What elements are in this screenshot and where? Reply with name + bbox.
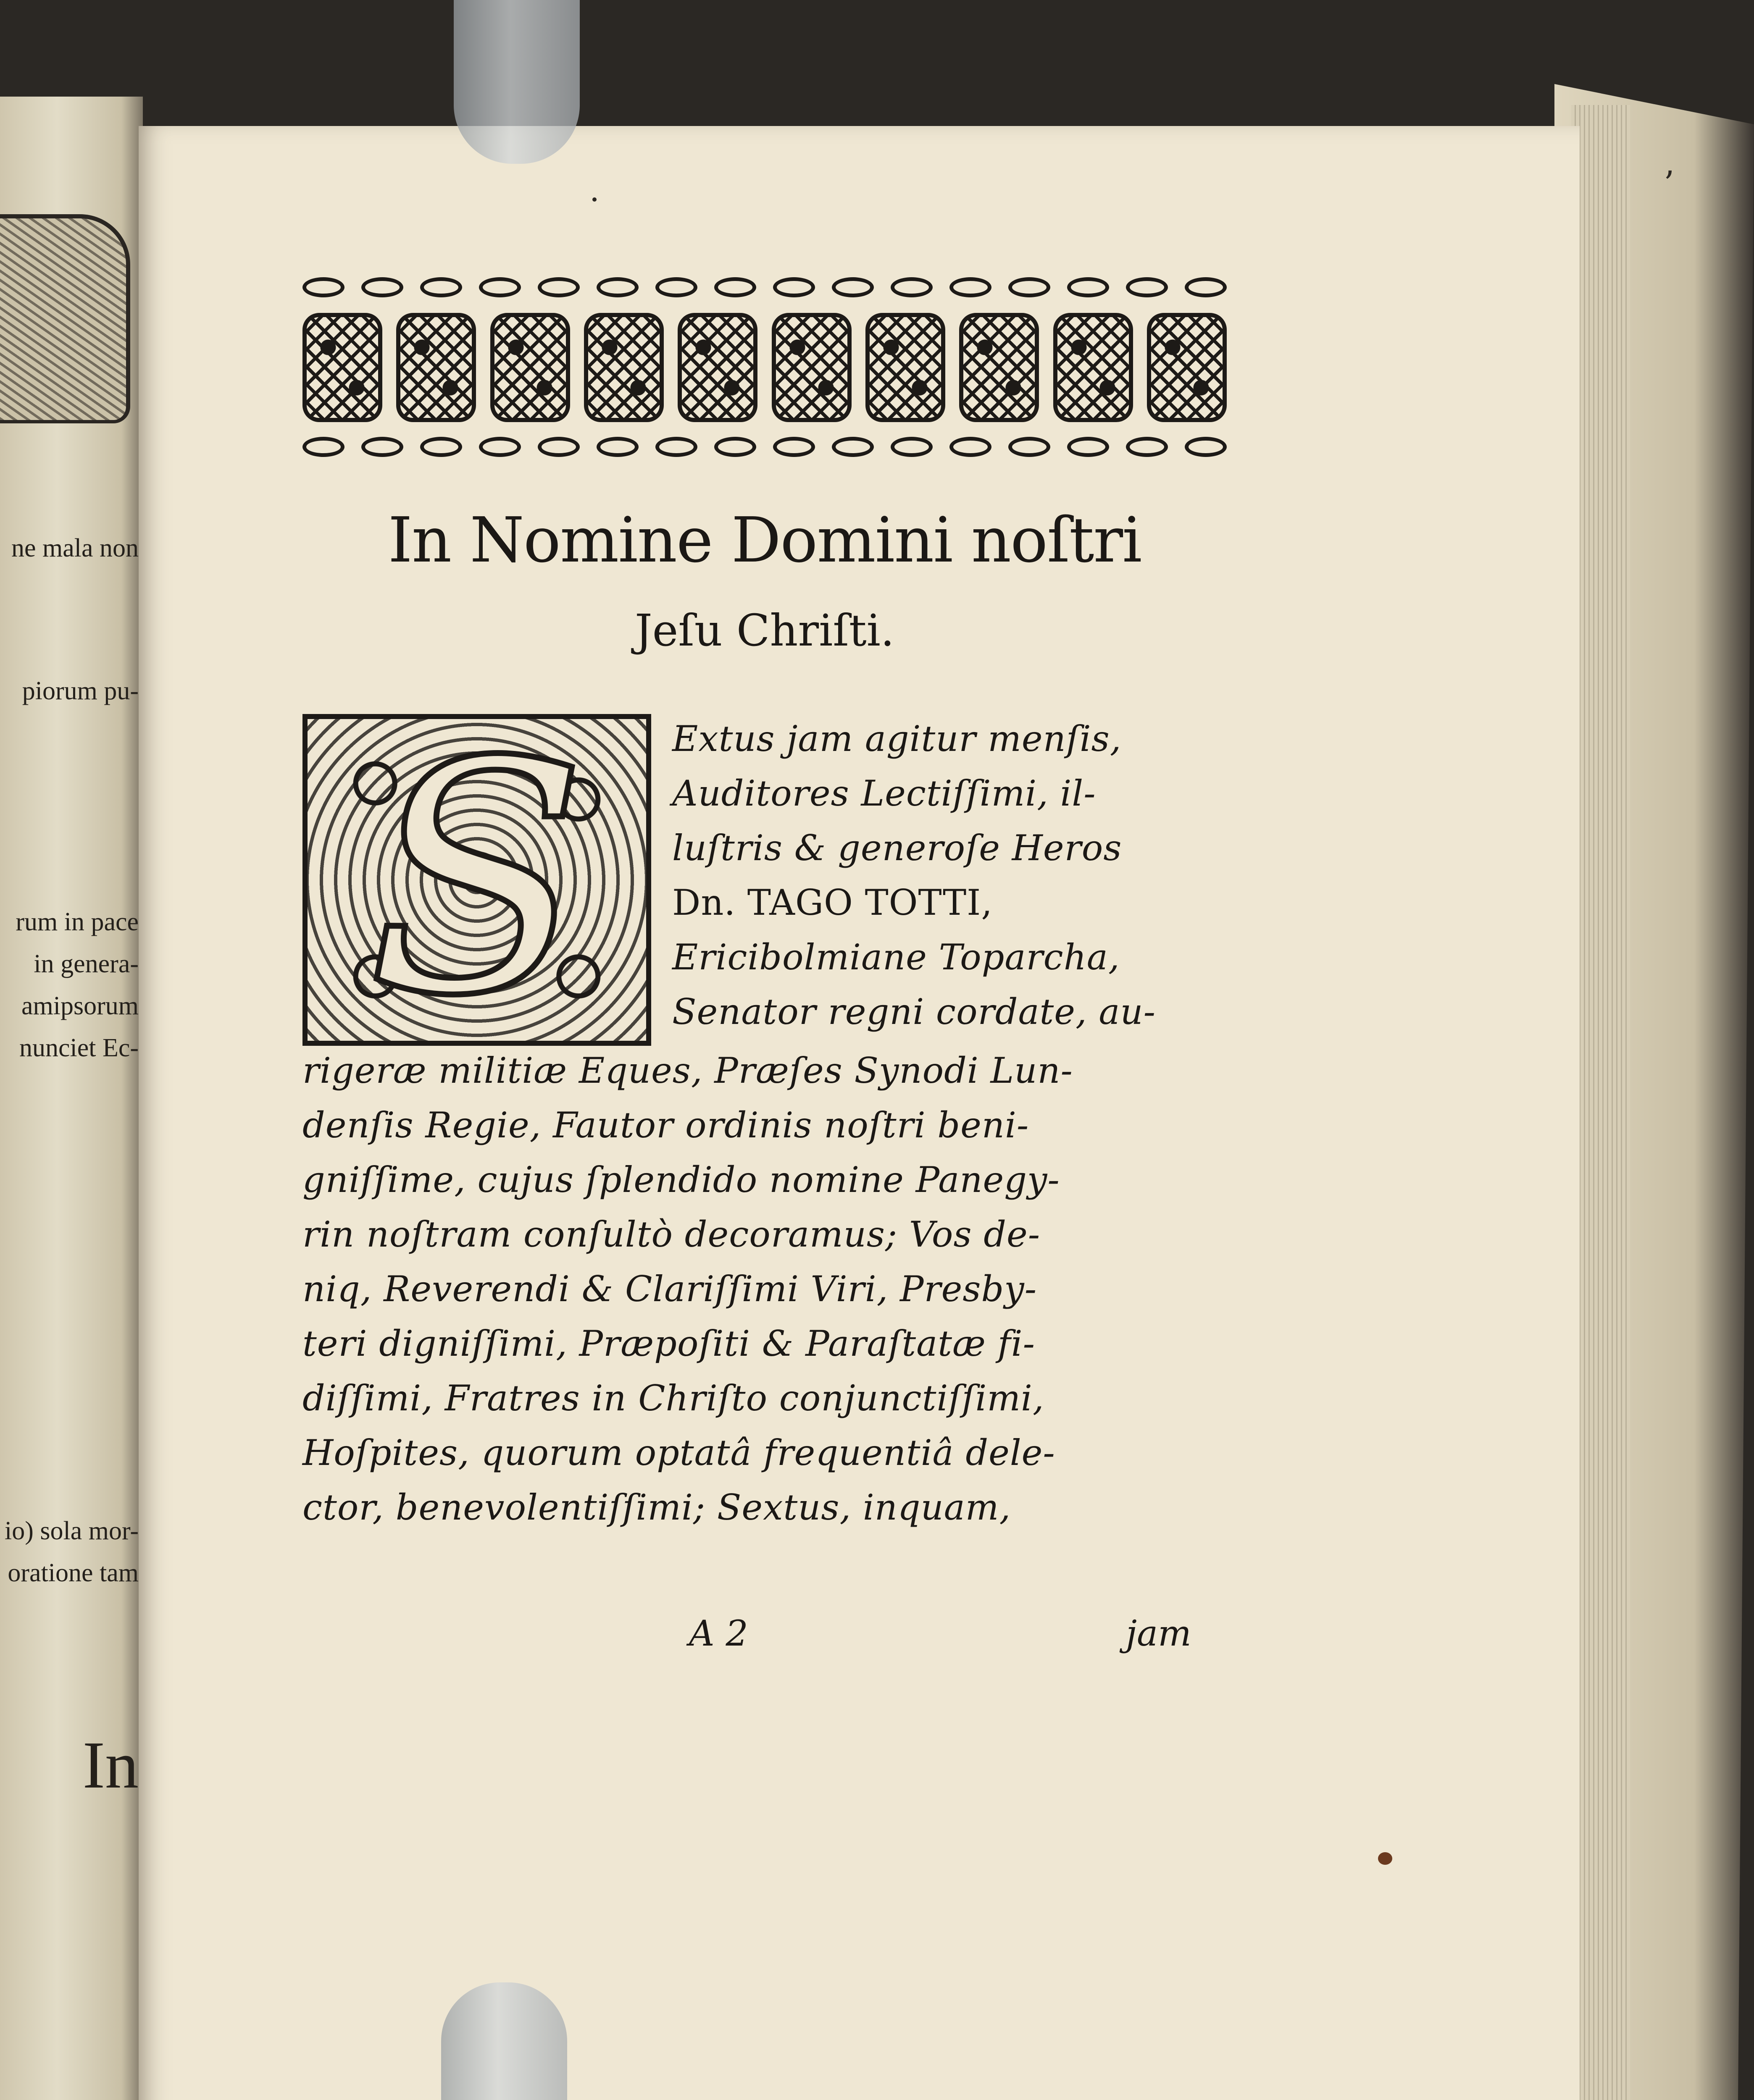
ornament-oval-row-bottom: [302, 437, 1227, 457]
body-line: teri digniſſimi, Præpoſiti & Paraſtatæ fi-: [302, 1323, 1035, 1364]
body-line: denſis Regie, Fautor ordinis noſtri beni-: [302, 1105, 1029, 1146]
left-woodcut-illustration: [0, 214, 130, 423]
left-page: [0, 97, 143, 2100]
body-line: gniſſime, cujus ſplendido nomine Panegy-: [302, 1159, 1060, 1200]
page-clamp-bottom: [441, 1982, 567, 2100]
header-ornament: [302, 269, 1227, 466]
decorated-initial-letter: S: [367, 694, 586, 1066]
page-edges: [1571, 105, 1630, 2100]
left-fragment: ne mala non: [11, 534, 139, 562]
catchword: jam: [1126, 1613, 1191, 1654]
ornament-oval-row-top: [302, 277, 1227, 297]
body-line: niq, Reverendi & Clariſſimi Viri, Presby-: [302, 1268, 1037, 1310]
body-line: Extus jam agitur menſis,: [672, 718, 1122, 759]
page-subtitle: Jeſu Chriſti.: [635, 605, 894, 656]
foxing-spot: [1378, 1852, 1392, 1865]
body-line: Auditores Lectiſſimi, il-: [672, 773, 1096, 814]
body-line: rigeræ militiæ Eques, Præſes Synodi Lun-: [302, 1050, 1073, 1091]
body-line: Dn. TAGO TOTTI,: [672, 882, 993, 923]
body-line: luſtris & generoſe Heros: [672, 827, 1122, 869]
body-line: diſſimi, Fratres in Chriſto conjunctiſſimi,: [302, 1378, 1044, 1419]
left-fragment: oratione tam: [8, 1559, 139, 1587]
body-line: Ericibolmiane Toparcha,: [672, 937, 1120, 978]
ink-speck: [592, 197, 597, 202]
signature-mark: A 2: [689, 1613, 748, 1654]
body-line: Senator regni cordate, au-: [672, 991, 1156, 1032]
page-clamp-top: [454, 0, 580, 164]
left-fragment: in genera-: [34, 950, 139, 978]
left-fragment: amipsorum: [21, 992, 139, 1020]
decorated-initial: [302, 694, 651, 1066]
body-line: rin noſtram conſultò decoramus; Vos de-: [302, 1214, 1041, 1255]
left-fragment: nunciet Ec-: [19, 1034, 139, 1062]
left-fragment: io) sola mor-: [4, 1517, 139, 1545]
body-line: ctor, benevolentiſſimi; Sextus, inquam,: [302, 1487, 1011, 1528]
page-title: In Nomine Domini noſtri: [388, 504, 1141, 576]
left-fragment: piorum pu-: [22, 677, 139, 705]
left-fragment: rum in pace: [16, 908, 139, 936]
left-fragment: In: [82, 1727, 139, 1802]
corner-pen-mark: ’: [1664, 164, 1675, 203]
body-line: Hoſpites, quorum optatâ frequentiâ dele-: [302, 1432, 1055, 1473]
ornament-knotwork-band: [302, 313, 1227, 422]
